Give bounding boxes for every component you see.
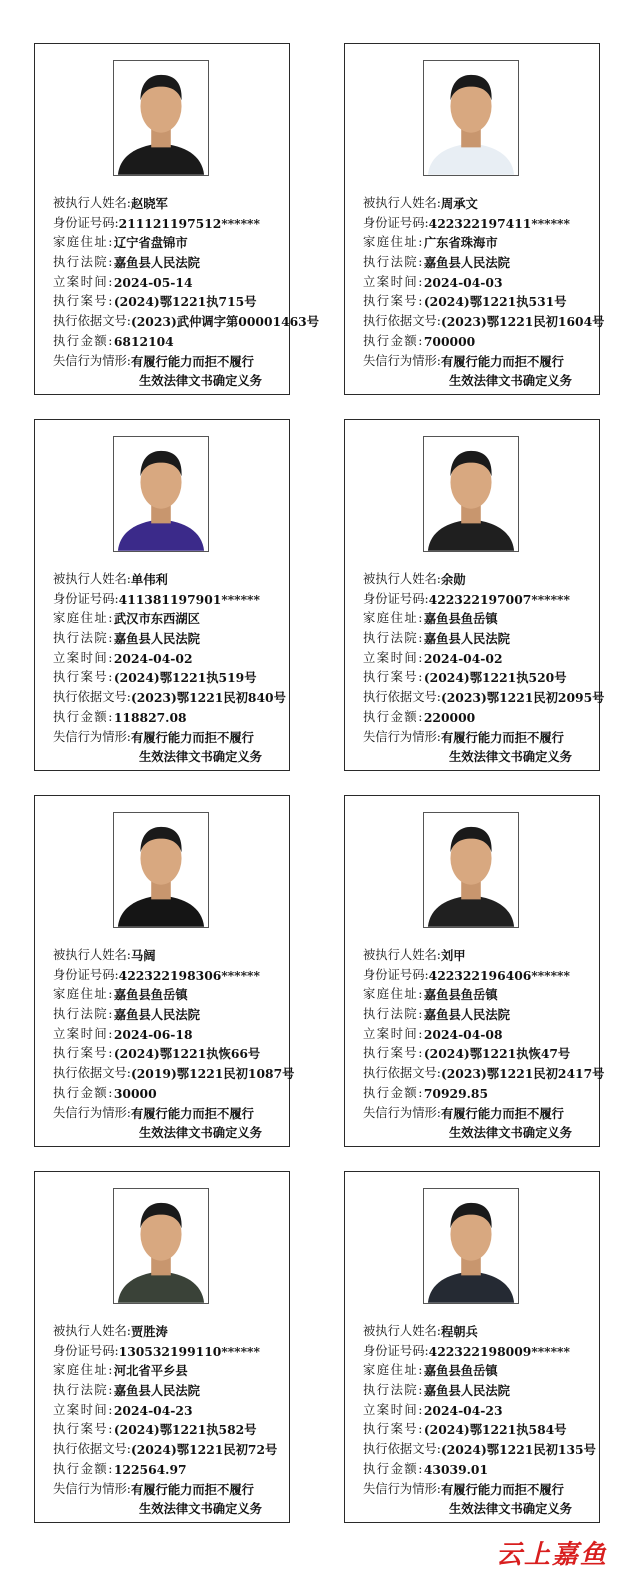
field-row-court (363, 629, 599, 649)
field-value: 嘉鱼县人民法院 (113, 1007, 200, 1023)
debtor-photo (113, 60, 209, 176)
debtor-fields (53, 570, 289, 767)
field-row-case_no (363, 292, 599, 312)
field-value: 辽宁省盘锦市 (113, 235, 188, 251)
field-label: 家庭住址: (53, 611, 114, 626)
field-row-name (363, 194, 599, 214)
debtor-photo (113, 1188, 209, 1304)
field-value: 武汉市东西湖区 (113, 611, 200, 627)
field-value: 有履行能力而拒不履行 (440, 1481, 564, 1497)
field-value: 43039.01 (423, 1461, 489, 1477)
field-row-id (53, 590, 289, 610)
field-label: 执行法院: (53, 255, 114, 270)
field-label: 执行金额: (53, 1085, 114, 1100)
field-row-name (53, 570, 289, 590)
field-value-continued: 生效法律文书确定义务 (139, 1501, 262, 1517)
field-label: 执行案号: (53, 1422, 114, 1437)
field-value: (2023)武仲调字第00001463号 (130, 314, 320, 330)
field-row-basis (363, 688, 605, 708)
field-row-name (53, 946, 289, 966)
field-value: 30000 (113, 1085, 157, 1101)
field-value: (2023)鄂1221民初1604号 (440, 314, 605, 330)
field-label: 家庭住址: (53, 1363, 114, 1378)
field-value: 2024-04-02 (423, 650, 503, 666)
field-value: 2024-04-23 (113, 1402, 193, 1418)
field-row-court (363, 1381, 599, 1401)
field-value: (2023)鄂1221民初840号 (130, 690, 286, 706)
field-label: 执行案号: (53, 670, 114, 685)
field-row-court (53, 253, 289, 273)
field-value: 220000 (423, 709, 476, 725)
field-label: 失信行为情形: (363, 729, 441, 744)
field-row-case_no (363, 1420, 599, 1440)
debtor-fields (363, 946, 605, 1143)
field-label: 家庭住址: (53, 987, 114, 1002)
field-row-conduct (363, 1480, 599, 1500)
field-row-address (363, 1361, 599, 1381)
field-value: 2024-05-14 (113, 274, 193, 290)
field-value: (2024)鄂1221执582号 (113, 1422, 257, 1438)
debtor-card (344, 43, 605, 395)
field-row-filing_date (53, 1401, 289, 1421)
field-label: 身份证号码: (53, 591, 119, 606)
field-row-id (363, 590, 599, 610)
person-portrait-icon (424, 61, 518, 175)
field-row-case_no (363, 1044, 599, 1064)
field-row-address (53, 233, 289, 253)
field-row-id (363, 214, 599, 234)
field-value: (2024)鄂1221执恢47号 (423, 1046, 571, 1062)
field-value: 嘉鱼县鱼岳镇 (423, 611, 498, 627)
field-value: 有履行能力而拒不履行 (440, 729, 564, 745)
debtor-fields (53, 1322, 289, 1519)
field-row-conduct (363, 1104, 599, 1124)
person-portrait-icon (114, 813, 208, 927)
field-value: 贾胜涛 (130, 1324, 168, 1339)
field-value: 嘉鱼县鱼岳镇 (113, 987, 188, 1003)
field-row-basis (53, 688, 289, 708)
field-value: 2024-04-03 (423, 274, 503, 290)
field-row-conduct (363, 352, 599, 372)
person-portrait-icon (424, 1189, 518, 1303)
field-label: 执行案号: (53, 294, 114, 309)
field-value: (2023)鄂1221民初2095号 (440, 690, 605, 706)
field-label: 被执行人姓名: (363, 1324, 441, 1338)
person-portrait-icon (114, 1189, 208, 1303)
field-label: 立案时间: (363, 1026, 424, 1041)
field-value: (2024)鄂1221民初72号 (130, 1442, 278, 1458)
debtor-photo (423, 1188, 519, 1304)
field-label: 失信行为情形: (53, 729, 131, 744)
field-row-name (363, 570, 599, 590)
field-label: 失信行为情形: (53, 353, 131, 368)
field-label: 家庭住址: (363, 987, 424, 1002)
field-row-filing_date (53, 273, 289, 293)
field-value: 嘉鱼县人民法院 (423, 1383, 510, 1399)
field-label: 身份证号码: (363, 967, 429, 982)
field-label: 被执行人姓名: (363, 572, 441, 586)
field-row-case_no (53, 668, 289, 688)
field-label: 执行金额: (363, 333, 424, 348)
debtor-photo (423, 812, 519, 928)
field-label: 执行金额: (363, 709, 424, 724)
field-value: 422322196406****** (428, 967, 570, 983)
field-value: (2024)鄂1221执恢66号 (113, 1046, 261, 1062)
field-label: 执行法院: (363, 1007, 424, 1022)
field-label: 执行法院: (53, 1007, 114, 1022)
field-value: 周承文 (440, 196, 478, 211)
field-row-basis (53, 312, 320, 332)
field-row-address (53, 609, 289, 629)
field-label: 被执行人姓名: (53, 196, 131, 210)
field-label: 执行金额: (363, 1085, 424, 1100)
field-row-filing_date (363, 1401, 599, 1421)
field-row-id (363, 966, 599, 986)
field-value: 422322198009****** (428, 1343, 570, 1359)
field-row-amount (53, 1084, 289, 1104)
field-value: 70929.85 (423, 1085, 489, 1101)
field-row-court (363, 253, 599, 273)
field-value: 有履行能力而拒不履行 (130, 729, 254, 745)
field-row-case_no (53, 1420, 289, 1440)
field-row-id (53, 214, 289, 234)
field-label: 执行依据文号: (53, 1066, 131, 1081)
field-label: 立案时间: (53, 1026, 114, 1041)
field-row-case_no (363, 668, 599, 688)
field-label: 家庭住址: (363, 611, 424, 626)
field-row-conduct (53, 728, 289, 748)
field-value: 单伟利 (130, 572, 168, 587)
field-row-case_no (53, 1044, 289, 1064)
field-value: 118827.08 (113, 709, 187, 725)
field-row-basis (53, 1064, 295, 1084)
field-row-address (363, 233, 599, 253)
debtor-card (34, 1171, 290, 1523)
debtor-photo (423, 436, 519, 552)
field-row-conduct (53, 1480, 289, 1500)
field-value: 有履行能力而拒不履行 (440, 1105, 564, 1121)
field-row-filing_date (363, 273, 599, 293)
field-value: 211121197512****** (118, 215, 260, 231)
field-label: 立案时间: (363, 274, 424, 289)
field-label: 执行案号: (363, 1422, 424, 1437)
field-value-continued: 生效法律文书确定义务 (139, 749, 262, 765)
field-label: 执行金额: (363, 1461, 424, 1476)
field-label: 执行依据文号: (53, 1442, 131, 1457)
field-value-continued: 生效法律文书确定义务 (449, 373, 572, 389)
field-row-court (363, 1005, 599, 1025)
debtor-card (34, 795, 295, 1147)
field-row-id (363, 1342, 599, 1362)
field-row-amount (363, 708, 599, 728)
field-value: 余勋 (440, 572, 466, 587)
field-row-amount (53, 708, 289, 728)
field-label: 执行法院: (363, 631, 424, 646)
field-label: 执行依据文号: (363, 1442, 441, 1457)
field-label: 身份证号码: (53, 215, 119, 230)
field-row-court (53, 1005, 289, 1025)
field-row-court (53, 1381, 289, 1401)
field-label: 失信行为情形: (363, 1481, 441, 1496)
field-label: 立案时间: (53, 650, 114, 665)
debtor-fields (53, 946, 295, 1143)
field-label: 身份证号码: (363, 215, 429, 230)
field-label: 失信行为情形: (53, 1481, 131, 1496)
field-label: 家庭住址: (53, 235, 114, 250)
field-label: 立案时间: (363, 650, 424, 665)
field-value-continued: 生效法律文书确定义务 (449, 1501, 572, 1517)
field-value: (2024)鄂1221执584号 (423, 1422, 567, 1438)
field-label: 执行法院: (363, 255, 424, 270)
person-portrait-icon (114, 61, 208, 175)
person-portrait-icon (424, 813, 518, 927)
field-label: 执行法院: (363, 1383, 424, 1398)
field-label: 被执行人姓名: (363, 196, 441, 210)
field-label: 执行金额: (53, 1461, 114, 1476)
field-value-continued: 生效法律文书确定义务 (139, 373, 262, 389)
field-label: 失信行为情形: (363, 1105, 441, 1120)
field-row-basis (363, 312, 605, 332)
field-value: 嘉鱼县鱼岳镇 (423, 1363, 498, 1379)
field-value: 嘉鱼县人民法院 (423, 1007, 510, 1023)
field-row-name (363, 946, 599, 966)
field-value: 刘甲 (440, 948, 466, 963)
field-row-filing_date (363, 1025, 599, 1045)
field-value: 有履行能力而拒不履行 (130, 1481, 254, 1497)
debtor-card (34, 43, 320, 395)
field-value-continued: 生效法律文书确定义务 (449, 1125, 572, 1141)
person-portrait-icon (424, 437, 518, 551)
field-row-basis (363, 1064, 605, 1084)
field-value: (2024)鄂1221执520号 (423, 670, 567, 686)
field-row-id (53, 1342, 289, 1362)
field-label: 执行法院: (53, 631, 114, 646)
field-label: 执行金额: (53, 333, 114, 348)
field-row-filing_date (53, 649, 289, 669)
field-label: 被执行人姓名: (363, 948, 441, 962)
field-row-address (53, 1361, 289, 1381)
debtor-card (344, 1171, 600, 1523)
field-label: 执行依据文号: (53, 314, 131, 329)
field-value: 嘉鱼县人民法院 (423, 255, 510, 271)
field-value: 嘉鱼县人民法院 (423, 631, 510, 647)
field-label: 执行法院: (53, 1383, 114, 1398)
field-value: 700000 (423, 333, 476, 349)
debtor-fields (53, 194, 320, 391)
field-row-address (53, 985, 289, 1005)
field-label: 执行案号: (363, 1046, 424, 1061)
debtor-fields (363, 570, 605, 767)
field-row-filing_date (363, 649, 599, 669)
field-value: 嘉鱼县人民法院 (113, 631, 200, 647)
field-label: 身份证号码: (363, 591, 429, 606)
field-label: 身份证号码: (363, 1343, 429, 1358)
field-label: 执行案号: (363, 294, 424, 309)
field-value: (2024)鄂1221执531号 (423, 294, 567, 310)
field-row-basis (363, 1440, 599, 1460)
field-row-id (53, 966, 289, 986)
field-value: 程朝兵 (440, 1324, 478, 1339)
field-label: 执行案号: (53, 1046, 114, 1061)
debtor-card (344, 419, 605, 771)
field-row-basis (53, 1440, 289, 1460)
field-label: 执行金额: (53, 709, 114, 724)
field-row-amount (53, 332, 289, 352)
debtor-card (34, 419, 290, 771)
field-value: 130532199110****** (118, 1343, 260, 1359)
debtor-fields (363, 194, 605, 391)
debtor-card (344, 795, 605, 1147)
field-label: 执行依据文号: (363, 1066, 441, 1081)
field-value: 嘉鱼县鱼岳镇 (423, 987, 498, 1003)
field-value: 嘉鱼县人民法院 (113, 255, 200, 271)
field-value: 嘉鱼县人民法院 (113, 1383, 200, 1399)
field-value: 2024-04-08 (423, 1026, 503, 1042)
field-row-conduct (53, 352, 289, 372)
field-label: 身份证号码: (53, 1343, 119, 1358)
brand-logo-text: 云上嘉鱼 (496, 1540, 609, 1570)
field-value: 422322198306****** (118, 967, 260, 983)
field-row-conduct (53, 1104, 289, 1124)
field-label: 被执行人姓名: (53, 1324, 131, 1338)
field-value: 2024-04-23 (423, 1402, 503, 1418)
field-value: 有履行能力而拒不履行 (440, 353, 564, 369)
field-value: (2019)鄂1221民初1087号 (130, 1066, 295, 1082)
field-label: 身份证号码: (53, 967, 119, 982)
field-value-continued: 生效法律文书确定义务 (449, 749, 572, 765)
field-row-address (363, 609, 599, 629)
person-portrait-icon (114, 437, 208, 551)
field-label: 执行依据文号: (363, 314, 441, 329)
field-value: 马阔 (130, 948, 156, 963)
field-value: 有履行能力而拒不履行 (130, 1105, 254, 1121)
field-value: 422322197411****** (428, 215, 570, 231)
field-value: 有履行能力而拒不履行 (130, 353, 254, 369)
field-row-name (53, 1322, 289, 1342)
field-row-filing_date (53, 1025, 289, 1045)
debtor-photo (423, 60, 519, 176)
field-row-amount (53, 1460, 289, 1480)
field-label: 失信行为情形: (53, 1105, 131, 1120)
field-label: 执行依据文号: (363, 690, 441, 705)
field-row-amount (363, 1460, 599, 1480)
field-value-continued: 生效法律文书确定义务 (139, 1125, 262, 1141)
field-value: (2024)鄂1221民初135号 (440, 1442, 596, 1458)
field-label: 执行案号: (363, 670, 424, 685)
field-value: 广东省珠海市 (423, 235, 498, 251)
field-value: 2024-04-02 (113, 650, 193, 666)
field-row-amount (363, 332, 599, 352)
field-value: 6812104 (113, 333, 174, 349)
field-value: (2023)鄂1221民初2417号 (440, 1066, 605, 1082)
field-value: 122564.97 (113, 1461, 187, 1477)
debtor-photo (113, 436, 209, 552)
field-row-address (363, 985, 599, 1005)
field-label: 失信行为情形: (363, 353, 441, 368)
field-row-name (363, 1322, 599, 1342)
field-value: 2024-06-18 (113, 1026, 193, 1042)
field-label: 家庭住址: (363, 1363, 424, 1378)
field-label: 立案时间: (53, 1402, 114, 1417)
field-value: (2024)鄂1221执715号 (113, 294, 257, 310)
field-label: 被执行人姓名: (53, 572, 131, 586)
field-label: 执行依据文号: (53, 690, 131, 705)
field-row-conduct (363, 728, 599, 748)
field-row-name (53, 194, 289, 214)
field-row-court (53, 629, 289, 649)
field-label: 立案时间: (363, 1402, 424, 1417)
field-label: 被执行人姓名: (53, 948, 131, 962)
field-label: 家庭住址: (363, 235, 424, 250)
field-value: 422322197007****** (428, 591, 570, 607)
field-row-amount (363, 1084, 599, 1104)
debtor-photo (113, 812, 209, 928)
field-value: 411381197901****** (118, 591, 260, 607)
field-value: 河北省平乡县 (113, 1363, 188, 1379)
field-label: 立案时间: (53, 274, 114, 289)
field-row-case_no (53, 292, 289, 312)
field-value: (2024)鄂1221执519号 (113, 670, 257, 686)
field-value: 赵晓军 (130, 196, 168, 211)
debtor-fields (363, 1322, 599, 1519)
